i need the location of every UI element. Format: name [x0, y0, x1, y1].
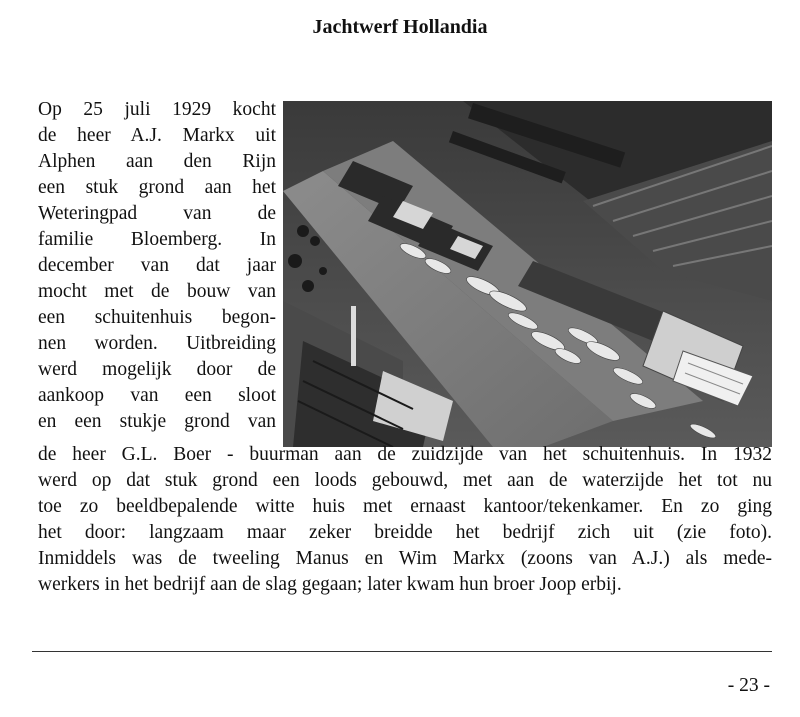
aerial-photo-illustration	[283, 101, 772, 447]
intro-line: een stuk grond aan het	[38, 177, 276, 198]
page-number: - 23 -	[727, 675, 770, 696]
body-line: de heer G.L. Boer - buurman aan de zuidzijde van het schuitenhuis. In 1932	[38, 444, 772, 465]
intro-line: aankoop van een sloot	[38, 385, 276, 406]
body-line: toe zo beeldbepalende witte huis met ernaast kantoor/tekenkamer. En zo ging	[38, 496, 772, 517]
aerial-photo-shipyard	[283, 101, 772, 447]
body-line: het door: langzaam maar zeker breidde het bedrijf zich uit (zie foto).	[38, 522, 772, 543]
footer-divider	[32, 651, 772, 652]
intro-line: Alphen aan den Rijn	[38, 151, 276, 172]
intro-line: de heer A.J. Markx uit	[38, 125, 276, 146]
intro-line: Op 25 juli 1929 kocht	[38, 99, 276, 120]
intro-line: familie Bloemberg. In	[38, 229, 276, 250]
intro-line: werd mogelijk door de	[38, 359, 276, 380]
intro-line: mocht met de bouw van	[38, 281, 276, 302]
body-line: werd op dat stuk grond een loods gebouwd, met aan de waterzijde het tot nu	[38, 470, 772, 491]
intro-line: december van dat jaar	[38, 255, 276, 276]
body-line: Inmiddels was de tweeling Manus en Wim Markx (zoons van A.J.) als mede-	[38, 548, 772, 569]
page-title: Jachtwerf Hollandia	[312, 16, 488, 38]
intro-line: en een stukje grond van	[38, 411, 276, 432]
intro-line: nen worden. Uitbreiding	[38, 333, 276, 354]
body-line: werkers in het bedrijf aan de slag gegaan; later kwam hun broer Joop erbij.	[38, 574, 622, 595]
intro-line: Weteringpad van de	[38, 203, 276, 224]
intro-line: een schuitenhuis begon-	[38, 307, 276, 328]
